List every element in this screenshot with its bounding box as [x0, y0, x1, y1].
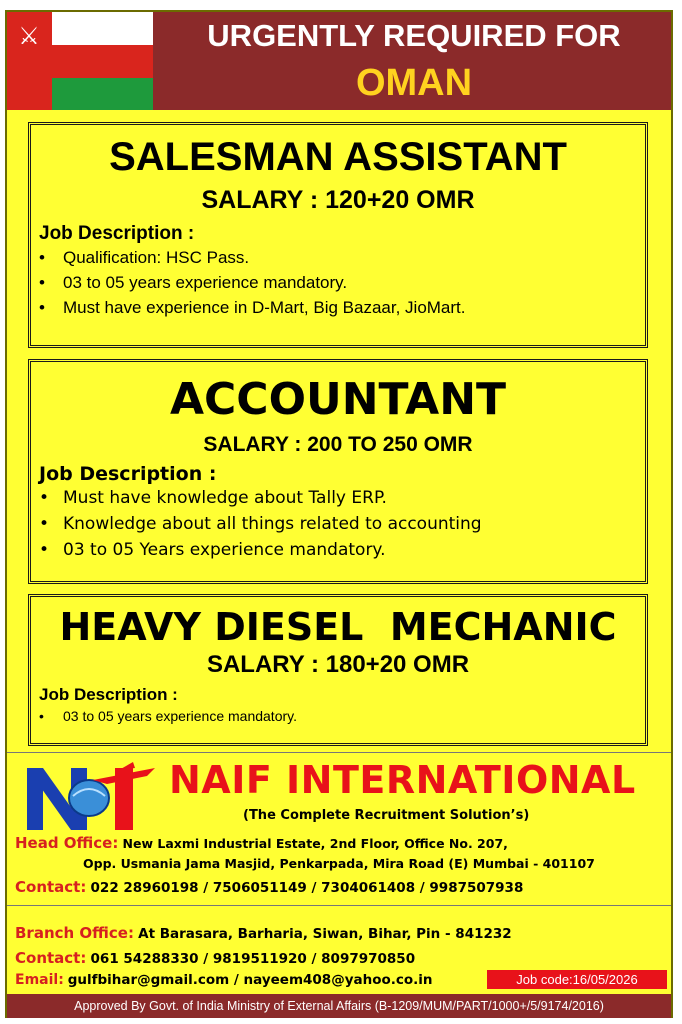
- job-requirements-list: [31, 485, 645, 563]
- list-item: • Must have experience in D-Mart, Big Bazaar, JioMart.: [39, 295, 645, 320]
- contact-label: Contact:: [15, 949, 87, 967]
- email-address: gulfbihar@gmail.com / nayeem408@yahoo.co.in: [67, 972, 433, 988]
- list-item: • 03 to 05 Years experience mandatory.: [39, 537, 645, 563]
- job-title: SALESMAN ASSISTANT: [109, 135, 567, 179]
- head-office-contact-row: [15, 878, 523, 896]
- approval-footer: Approved By Govt. of India Ministry of External Affairs (B-1209/MUM/PART/1000+/5/9174/2016): [7, 994, 671, 1018]
- job-description-label: Job Description :: [39, 223, 195, 244]
- job-description-label: Job Description :: [39, 685, 178, 704]
- list-item: • 03 to 05 years experience mandatory.: [39, 270, 645, 295]
- header-title: URGENTLY REQUIRED FOR: [207, 18, 621, 53]
- job-card-heavy-diesel-mechanic: [28, 594, 648, 746]
- list-item: • Must have knowledge about Tally ERP.: [39, 485, 645, 511]
- header-banner: [7, 12, 671, 110]
- job-title: HEAVY DIESEL MECHANIC: [59, 605, 617, 649]
- branch-office-row: [15, 924, 512, 942]
- branch-contact-row: [15, 949, 415, 967]
- job-title: ACCOUNTANT: [169, 374, 507, 425]
- job-requirements-list: [31, 245, 645, 320]
- job-poster: [5, 10, 673, 1018]
- naif-logo-icon: [23, 760, 163, 836]
- branch-office-phone: 061 54288330 / 9819511920 / 8097970850: [90, 951, 416, 967]
- job-salary: SALARY : 120+20 OMR: [201, 186, 475, 214]
- head-office-address-line2: Opp. Usmania Jama Masjid, Penkarpada, Mira Road (E) Mumbai - 401107: [83, 856, 595, 871]
- job-requirements-list: [31, 705, 645, 727]
- job-salary: SALARY : 180+20 OMR: [206, 651, 470, 678]
- job-description-label: Job Description :: [39, 463, 217, 485]
- oman-emblem-icon: ⚔: [18, 23, 40, 50]
- head-office-phone: 022 28960198 / 7506051149 / 7304061408 / 9987507938: [90, 880, 524, 896]
- job-salary: SALARY : 200 TO 250 OMR: [203, 433, 473, 456]
- company-tagline: (The Complete Recruitment Solution’s): [243, 808, 530, 823]
- divider: [7, 905, 671, 906]
- email-row: [15, 971, 433, 988]
- oman-flag: [7, 12, 153, 110]
- company-name: NAIF INTERNATIONAL: [169, 758, 636, 802]
- head-office-row: [15, 834, 508, 852]
- head-office-label: Head Office:: [15, 834, 119, 852]
- job-card-salesman-assistant: [28, 122, 648, 348]
- divider: [7, 752, 671, 753]
- job-code-badge: Job code:16/05/2026: [487, 970, 667, 989]
- branch-office-address: At Barasara, Barharia, Siwan, Bihar, Pin - 841232: [138, 926, 512, 942]
- email-label: Email:: [15, 972, 64, 988]
- header-country: OMAN: [355, 62, 473, 104]
- list-item: • Knowledge about all things related to accounting: [39, 511, 645, 537]
- job-card-accountant: [28, 359, 648, 584]
- list-item: • 03 to 05 years experience mandatory.: [39, 705, 645, 727]
- list-item: • Qualification: HSC Pass.: [39, 245, 645, 270]
- branch-office-label: Branch Office:: [15, 924, 134, 942]
- head-office-address: New Laxmi Industrial Estate, 2nd Floor, Office No. 207,: [122, 836, 508, 851]
- contact-label: Contact:: [15, 878, 87, 896]
